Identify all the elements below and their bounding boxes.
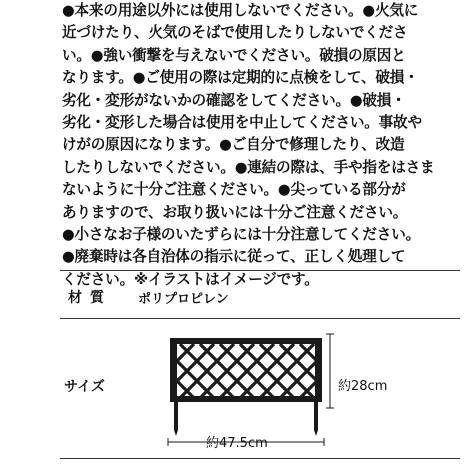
fence-lattice [150, 344, 340, 398]
fence-right-stake [314, 402, 318, 430]
material-value: ポリプロピレン [138, 292, 229, 307]
divider-bottom [60, 458, 460, 459]
size-label: サイズ [64, 379, 105, 395]
precaution-line: 近づけたり、火気のそばで使用したりしないでくださ [62, 24, 408, 42]
precautions-text [62, 0, 462, 291]
precaution-line: ください。※イラストはイメージです。 [62, 270, 319, 288]
fence-left-post [170, 338, 177, 402]
fence-top-rail [170, 338, 322, 344]
precaution-line: ありますので、お取り扱いには十分ご注意ください。 [62, 203, 408, 221]
fence-right-post [315, 338, 322, 402]
precaution-line: したりしないでください。●連結の際は、手や指をはさま [62, 158, 435, 176]
precaution-line: い。●強い衝撃を与えないでください。破損の原因と [62, 46, 406, 64]
precaution-line: けがの原因になります。●ご自分で修理したり、改造 [62, 136, 405, 154]
precaution-line: 劣化・変形がないかの確認をしてください。●破損・ [62, 91, 406, 109]
divider-middle [60, 318, 460, 319]
precaution-line: ●本来の用途以外には使用しないでください。●火気に [62, 2, 419, 19]
height-dimension-line [326, 334, 334, 408]
precaution-line: 劣化・変形した場合は使用を中止してください。事故や [62, 113, 422, 131]
width-dimension: 約47.5cm [206, 436, 268, 451]
precaution-line: ●小さなお子様のいたずらには十分注意してください。 [62, 225, 420, 243]
precaution-line: ●廃棄時は各自治体の指示に従って、正しく処理して [62, 248, 406, 266]
material-label: 材質 [68, 290, 112, 306]
divider-top [60, 270, 460, 271]
fence-left-stake [174, 402, 178, 430]
precaution-line: なります。●ご使用の際は定期的に点検をして、破損・ [62, 69, 419, 87]
precaution-line: ないように十分ご注意ください。●尖っている部分が [62, 181, 406, 199]
height-dimension: 約28cm [338, 379, 388, 394]
